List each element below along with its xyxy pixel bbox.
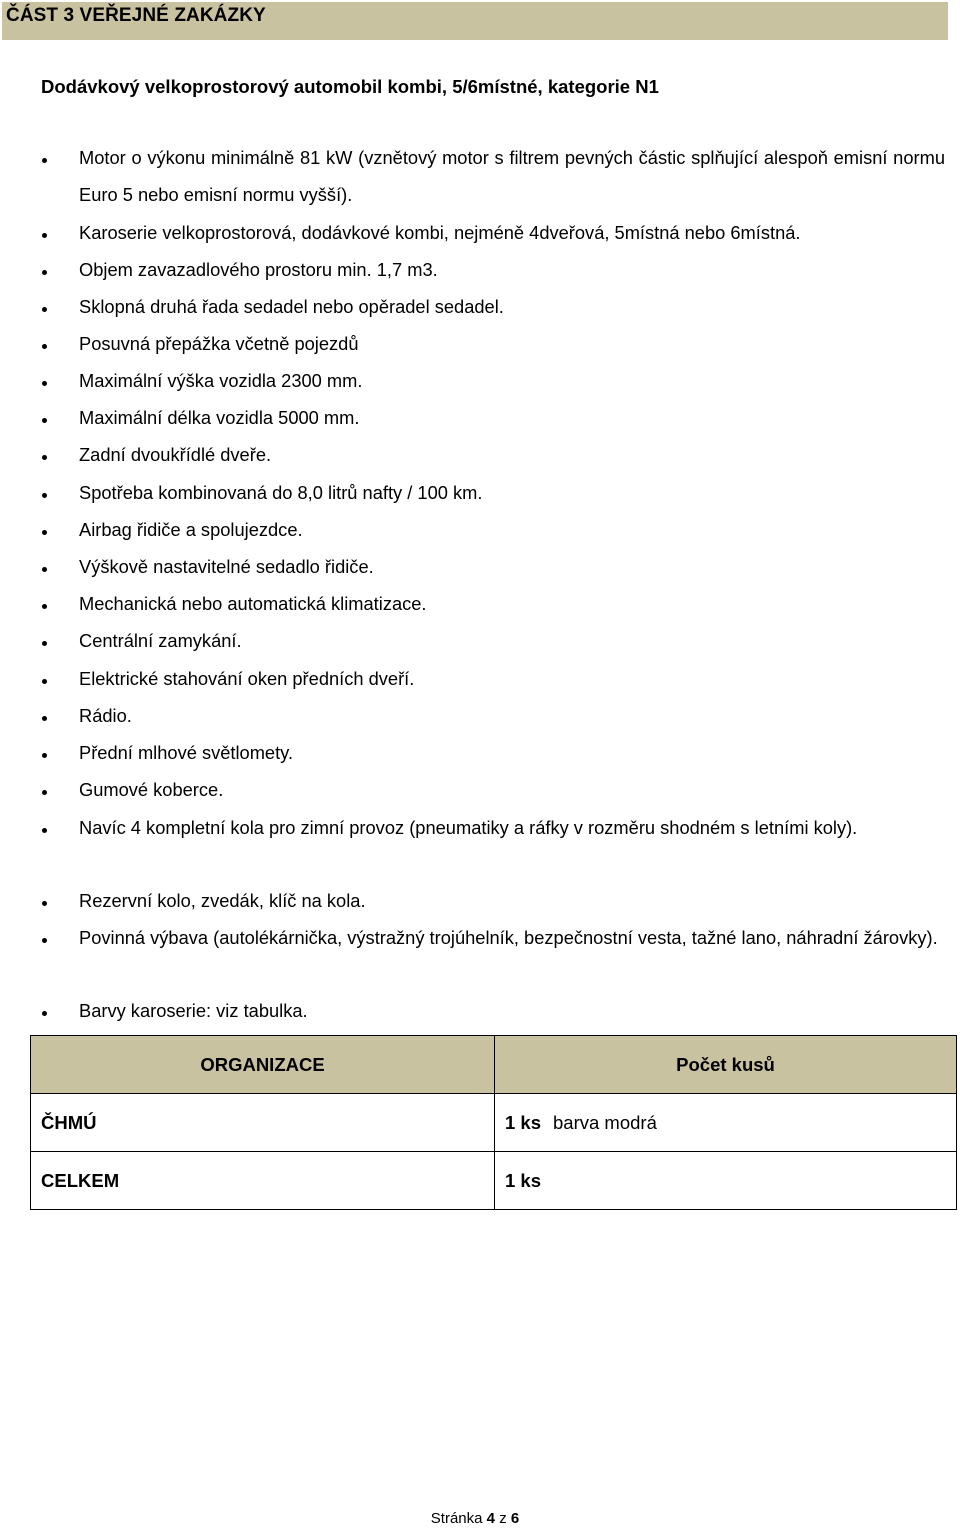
bullet-icon bbox=[42, 381, 47, 386]
list-item-text: Rezervní kolo, zvedák, klíč na kola. bbox=[79, 890, 366, 911]
list-item-text: Objem zavazadlového prostoru min. 1,7 m3. bbox=[79, 259, 438, 280]
bullet-icon bbox=[42, 567, 47, 572]
cell-organization: ČHMÚ bbox=[31, 1094, 495, 1152]
section-header bbox=[2, 2, 948, 40]
list-item-text: Maximální výška vozidla 2300 mm. bbox=[79, 370, 363, 391]
bullet-icon bbox=[42, 530, 47, 535]
bullet-icon bbox=[42, 604, 47, 609]
list-item-text: Maximální délka vozidla 5000 mm. bbox=[79, 407, 360, 428]
column-header-organization: ORGANIZACE bbox=[31, 1036, 495, 1094]
list-item-text: Zadní dvoukřídlé dveře. bbox=[79, 444, 272, 465]
bullet-icon bbox=[42, 901, 47, 906]
list-item-text: Airbag řidiče a spolujezdce. bbox=[79, 519, 303, 540]
count-value: 1 ks bbox=[505, 1111, 542, 1133]
bullet-icon bbox=[42, 307, 47, 312]
list-item-text: Posuvná přepážka včetně pojezdů bbox=[79, 333, 359, 354]
list-item-text: Gumové koberce. bbox=[79, 779, 224, 800]
bullet-icon bbox=[42, 270, 47, 275]
page-of-label: z bbox=[499, 1510, 507, 1527]
list-item-text: Sklopná druhá řada sedadel nebo opěradel sedadel. bbox=[79, 296, 504, 317]
cell-count bbox=[495, 1094, 957, 1152]
table-row bbox=[31, 1152, 957, 1210]
list-item-text: Výškově nastavitelné sedadlo řidiče. bbox=[79, 556, 374, 577]
page-number: 4 bbox=[486, 1510, 496, 1527]
list-item-text: Mechanická nebo automatická klimatizace. bbox=[79, 593, 427, 614]
bullet-icon bbox=[42, 716, 47, 721]
page-label: Stránka bbox=[430, 1510, 483, 1527]
cell-organization: CELKEM bbox=[31, 1152, 495, 1210]
table-row bbox=[31, 1094, 957, 1152]
list-item-text: Motor o výkonu minimálně 81 kW (vznětový motor s filtrem pevných částic splňující alespoň emisní normu Euro 5 nebo emisní normu vyšší). bbox=[79, 147, 945, 205]
list-item-text: Spotřeba kombinovaná do 8,0 litrů nafty / 100 km. bbox=[79, 482, 483, 503]
table-header-row bbox=[31, 1036, 957, 1094]
count-value: 1 ks bbox=[505, 1169, 542, 1191]
bullet-icon bbox=[42, 938, 47, 943]
list-item-text: Elektrické stahování oken předních dveří. bbox=[79, 668, 415, 689]
bullet-icon bbox=[42, 233, 47, 238]
bullet-icon bbox=[42, 679, 47, 684]
list-item-text: Navíc 4 kompletní kola pro zimní provoz (pneumatiky a ráfky v rozměru shodném s letními koly). bbox=[79, 817, 858, 838]
page-total: 6 bbox=[510, 1510, 520, 1527]
color-note: barva modrá bbox=[553, 1111, 657, 1133]
bullet-icon bbox=[42, 790, 47, 795]
column-header-count: Počet kusů bbox=[495, 1036, 957, 1094]
page-footer bbox=[0, 1509, 950, 1529]
list-item-text: Barvy karoserie: viz tabulka. bbox=[79, 1000, 308, 1021]
bullet-icon bbox=[42, 641, 47, 646]
list-item-text: Rádio. bbox=[79, 705, 132, 726]
list-item-text: Přední mlhové světlomety. bbox=[79, 742, 294, 763]
bullet-icon bbox=[42, 1011, 47, 1016]
cell-count bbox=[495, 1152, 957, 1210]
bullet-icon bbox=[42, 158, 47, 163]
list-item-text: Karoserie velkoprostorová, dodávkové kombi, nejméně 4dveřová, 5místná nebo 6místná. bbox=[79, 222, 801, 243]
bullet-icon bbox=[42, 418, 47, 423]
list-item-text: Centrální zamykání. bbox=[79, 630, 242, 651]
bullet-icon bbox=[42, 753, 47, 758]
bullet-icon bbox=[42, 455, 47, 460]
section-title: ČÁST 3 VEŘEJNÉ ZAKÁZKY bbox=[6, 5, 266, 26]
document-title: Dodávkový velkoprostorový automobil kombi, 5/6místné, kategorie N1 bbox=[41, 76, 659, 97]
bullet-icon bbox=[42, 828, 47, 833]
bullet-icon bbox=[42, 493, 47, 498]
bullet-icon bbox=[42, 344, 47, 349]
list-item-text: Povinná výbava (autolékárnička, výstražný trojúhelník, bezpečnostní vesta, tažné lano, náhradní žárovky). bbox=[79, 927, 938, 948]
allocation-table bbox=[30, 1035, 957, 1210]
